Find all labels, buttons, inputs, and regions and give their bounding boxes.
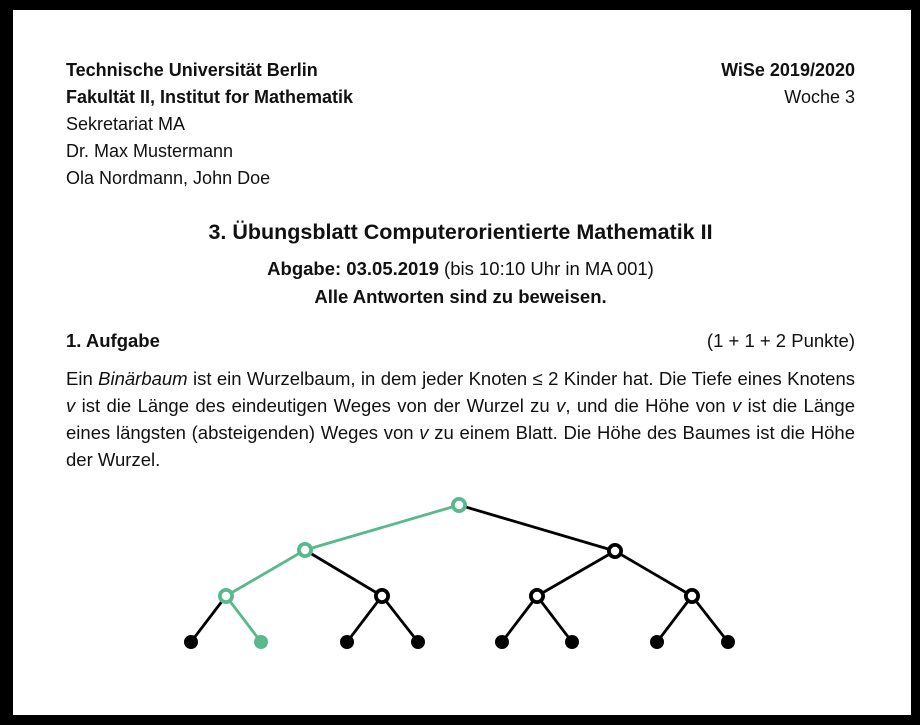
deadline-date: Abgabe: 03.05.2019: [267, 258, 439, 279]
tree-leaf-node: [495, 635, 509, 649]
header-line: Woche 3: [784, 87, 855, 107]
tree-internal-node: [299, 544, 311, 556]
tree-leaf-node: [411, 635, 425, 649]
italic-term: Binärbaum: [98, 368, 188, 389]
page-content: [13, 10, 911, 473]
note-line: Alle Antworten sind zu beweisen.: [314, 286, 607, 307]
tree-edge: [347, 596, 382, 642]
task-points: (1 + 1 + 2 Punkte): [706, 330, 855, 351]
tree-edge: [305, 550, 382, 596]
tree-leaf-node: [650, 635, 664, 649]
tree-edge: [191, 596, 226, 642]
tree-leaf-node: [721, 635, 735, 649]
tree-edge: [537, 596, 572, 642]
header-line: WiSe 2019/2020: [721, 60, 855, 80]
definition-paragraph: [66, 365, 855, 473]
text-segment: , und die Höhe von: [565, 395, 732, 416]
binary-tree-diagram: [13, 479, 911, 669]
tree-leaf-node: [184, 635, 198, 649]
tree-leaf-node: [254, 635, 268, 649]
task-label: 1. Aufgabe: [66, 330, 160, 351]
italic-term: v: [419, 422, 429, 443]
tree-edge: [615, 551, 692, 596]
italic-term: v: [66, 395, 76, 416]
header: [66, 57, 855, 192]
sheet-title: 3. Übungsblatt Computerorientierte Mathematik II: [208, 220, 713, 244]
deadline-line: [66, 255, 855, 282]
tree-internal-node: [686, 590, 698, 602]
italic-term: v: [731, 395, 742, 416]
tree-leaf-node: [565, 635, 579, 649]
tree-edge: [692, 596, 728, 642]
text-segment: zu einem Blatt. Die Höhe des Baumes ist die Höhe der Wurzel.: [66, 422, 855, 470]
tree-edge: [537, 551, 615, 596]
deadline-details: (bis 10:10 Uhr in MA 001): [438, 258, 654, 279]
tree-internal-node: [220, 590, 232, 602]
tree-internal-node: [376, 590, 388, 602]
text-segment: Ein: [66, 368, 99, 389]
header-left-block: [66, 57, 353, 192]
tree-edge: [226, 550, 305, 596]
header-line: Technische Universität Berlin: [66, 60, 318, 80]
tree-leaf-node: [340, 635, 354, 649]
tree-edge: [459, 505, 615, 551]
task-row: [66, 327, 855, 354]
header-right-block: [721, 57, 855, 192]
header-line: Sekretariat MA: [66, 114, 186, 134]
tree-edge: [502, 596, 537, 642]
text-segment: ist die Länge eines längsten (absteigenden) Weges von: [66, 395, 855, 443]
text-segment: ist ein Wurzelbaum, in dem jeder Knoten ≤ 2 Kinder hat. Die Tiefe eines Knotens: [187, 368, 855, 389]
tree-edge: [657, 596, 692, 642]
header-line: Fakultät II, Institut for Mathematik: [66, 87, 354, 107]
header-line: Ola Nordmann, John Doe: [66, 168, 271, 188]
header-line: Dr. Max Mustermann: [66, 141, 234, 161]
italic-term: v: [556, 395, 566, 416]
text-segment: ist die Länge des eindeutigen Weges von der Wurzel zu: [75, 395, 557, 416]
tree-internal-node: [609, 545, 621, 557]
tree-internal-node: [531, 590, 543, 602]
tree-edge: [382, 596, 418, 642]
tree-edge: [226, 596, 261, 642]
tree-internal-node: [453, 499, 465, 511]
tree-edge: [305, 505, 459, 550]
